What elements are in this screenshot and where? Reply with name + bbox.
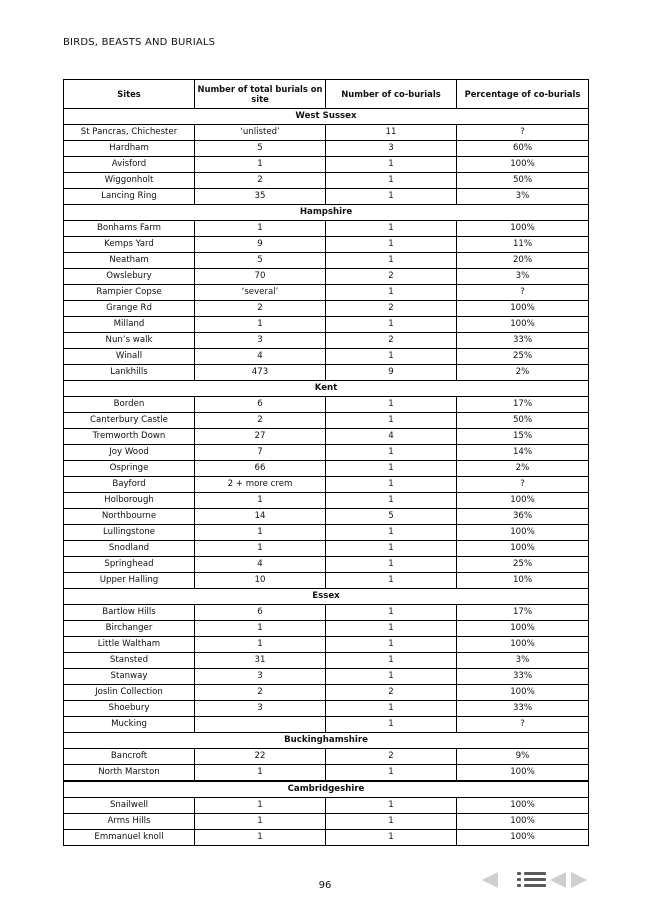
table-row bbox=[64, 333, 589, 349]
co-burials-cell: 2 bbox=[326, 333, 457, 349]
total-burials-cell: 1 bbox=[195, 317, 326, 333]
total-burials-cell: 473 bbox=[195, 365, 326, 381]
total-burials-cell: 3 bbox=[195, 701, 326, 717]
site-cell: Stanway bbox=[64, 669, 195, 685]
header-percentage: Percentage of co-burials bbox=[457, 80, 589, 109]
co-burials-cell: 1 bbox=[326, 477, 457, 493]
co-burials-cell: 5 bbox=[326, 509, 457, 525]
site-cell: Rampier Copse bbox=[64, 285, 195, 301]
total-burials-cell: 10 bbox=[195, 573, 326, 589]
site-cell: Borden bbox=[64, 397, 195, 413]
total-burials-cell: 1 bbox=[195, 637, 326, 653]
table-row bbox=[64, 685, 589, 701]
table-row bbox=[64, 669, 589, 685]
site-cell: Bonhams Farm bbox=[64, 221, 195, 237]
table-row bbox=[64, 653, 589, 669]
table-row bbox=[64, 749, 589, 765]
percentage-cell: 100% bbox=[457, 814, 589, 830]
next-page-icon[interactable] bbox=[569, 871, 589, 893]
co-burials-cell: 1 bbox=[326, 493, 457, 509]
percentage-cell: 17% bbox=[457, 605, 589, 621]
total-burials-cell: 5 bbox=[195, 253, 326, 269]
percentage-cell: 15% bbox=[457, 429, 589, 445]
percentage-cell: 2% bbox=[457, 365, 589, 381]
percentage-cell: 100% bbox=[457, 221, 589, 237]
total-burials-cell: 1 bbox=[195, 157, 326, 173]
total-burials-cell: 31 bbox=[195, 653, 326, 669]
percentage-cell: 3% bbox=[457, 269, 589, 285]
site-cell: Shoebury bbox=[64, 701, 195, 717]
total-burials-cell: 2 bbox=[195, 301, 326, 317]
region-row bbox=[64, 733, 589, 749]
site-cell: Northbourne bbox=[64, 509, 195, 525]
table-row bbox=[64, 765, 589, 782]
total-burials-cell: 2 bbox=[195, 685, 326, 701]
co-burials-cell: 4 bbox=[326, 429, 457, 445]
site-cell: Bancroft bbox=[64, 749, 195, 765]
table-row bbox=[64, 413, 589, 429]
percentage-cell: 33% bbox=[457, 669, 589, 685]
co-burials-cell: 1 bbox=[326, 798, 457, 814]
total-burials-cell: 1 bbox=[195, 525, 326, 541]
site-cell: Lankhills bbox=[64, 365, 195, 381]
site-cell: Wiggonholt bbox=[64, 173, 195, 189]
previous-page-icon[interactable] bbox=[480, 871, 500, 893]
percentage-cell: 50% bbox=[457, 413, 589, 429]
co-burials-cell: 1 bbox=[326, 157, 457, 173]
percentage-cell: 20% bbox=[457, 253, 589, 269]
site-cell: Kemps Yard bbox=[64, 237, 195, 253]
site-cell: Springhead bbox=[64, 557, 195, 573]
percentage-cell: ? bbox=[457, 477, 589, 493]
table-row bbox=[64, 157, 589, 173]
percentage-cell: ? bbox=[457, 285, 589, 301]
co-burials-cell: 2 bbox=[326, 749, 457, 765]
co-burials-cell: 1 bbox=[326, 237, 457, 253]
region-row bbox=[64, 109, 589, 125]
region-heading: Buckinghamshire bbox=[64, 733, 589, 749]
co-burials-cell: 1 bbox=[326, 189, 457, 205]
table-row bbox=[64, 349, 589, 365]
co-burials-cell: 1 bbox=[326, 445, 457, 461]
region-heading: Essex bbox=[64, 589, 589, 605]
table-row bbox=[64, 814, 589, 830]
site-cell: Tremworth Down bbox=[64, 429, 195, 445]
region-heading: Hampshire bbox=[64, 205, 589, 221]
site-cell: Winall bbox=[64, 349, 195, 365]
co-burials-cell: 1 bbox=[326, 765, 457, 782]
table-row bbox=[64, 637, 589, 653]
co-burials-cell: 1 bbox=[326, 621, 457, 637]
percentage-cell: 25% bbox=[457, 557, 589, 573]
percentage-cell: 10% bbox=[457, 573, 589, 589]
co-burials-cell: 1 bbox=[326, 669, 457, 685]
percentage-cell: 50% bbox=[457, 173, 589, 189]
percentage-cell: 100% bbox=[457, 493, 589, 509]
percentage-cell: 100% bbox=[457, 541, 589, 557]
region-row bbox=[64, 781, 589, 798]
total-burials-cell: 4 bbox=[195, 557, 326, 573]
table-row bbox=[64, 830, 589, 846]
site-cell: Owslebury bbox=[64, 269, 195, 285]
table-of-contents-icon[interactable] bbox=[517, 870, 547, 894]
header-sites: Sites bbox=[64, 80, 195, 109]
table-row bbox=[64, 493, 589, 509]
percentage-cell: 36% bbox=[457, 509, 589, 525]
page-number: 96 bbox=[318, 880, 332, 891]
table-row bbox=[64, 141, 589, 157]
total-burials-cell: 2 bbox=[195, 413, 326, 429]
table-row bbox=[64, 301, 589, 317]
header-co-burials: Number of co-burials bbox=[326, 80, 457, 109]
co-burials-cell: 1 bbox=[326, 830, 457, 846]
co-burials-cell: 1 bbox=[326, 573, 457, 589]
site-cell: Lancing Ring bbox=[64, 189, 195, 205]
percentage-cell: 100% bbox=[457, 301, 589, 317]
co-burials-cell: 1 bbox=[326, 653, 457, 669]
table-row bbox=[64, 269, 589, 285]
co-burials-cell: 1 bbox=[326, 701, 457, 717]
total-burials-cell: 22 bbox=[195, 749, 326, 765]
total-burials-cell: 66 bbox=[195, 461, 326, 477]
table-row bbox=[64, 525, 589, 541]
co-burials-cell: 1 bbox=[326, 317, 457, 333]
table-row bbox=[64, 461, 589, 477]
site-cell: Neatham bbox=[64, 253, 195, 269]
site-cell: Little Waltham bbox=[64, 637, 195, 653]
total-burials-cell: 3 bbox=[195, 333, 326, 349]
site-cell: Hardham bbox=[64, 141, 195, 157]
co-burials-cell: 1 bbox=[326, 253, 457, 269]
co-burials-table-container bbox=[63, 79, 588, 846]
co-burials-cell: 3 bbox=[326, 141, 457, 157]
total-burials-cell bbox=[195, 717, 326, 733]
total-burials-cell: 2 + more crem bbox=[195, 477, 326, 493]
co-burials-cell: 9 bbox=[326, 365, 457, 381]
region-heading: Cambridgeshire bbox=[64, 781, 589, 798]
table-row bbox=[64, 621, 589, 637]
site-cell: Canterbury Castle bbox=[64, 413, 195, 429]
total-burials-cell: 70 bbox=[195, 269, 326, 285]
site-cell: Emmanuel knoll bbox=[64, 830, 195, 846]
total-burials-cell: 6 bbox=[195, 397, 326, 413]
co-burials-cell: 1 bbox=[326, 717, 457, 733]
co-burials-cell: 2 bbox=[326, 685, 457, 701]
table-row bbox=[64, 717, 589, 733]
percentage-cell: 14% bbox=[457, 445, 589, 461]
total-burials-cell: 4 bbox=[195, 349, 326, 365]
table-row bbox=[64, 701, 589, 717]
table-row bbox=[64, 541, 589, 557]
site-cell: Joslin Collection bbox=[64, 685, 195, 701]
total-burials-cell: 7 bbox=[195, 445, 326, 461]
site-cell: St Pancras, Chichester bbox=[64, 125, 195, 141]
region-row bbox=[64, 205, 589, 221]
site-cell: Birchanger bbox=[64, 621, 195, 637]
region-heading: West Sussex bbox=[64, 109, 589, 125]
table-body bbox=[64, 109, 589, 846]
co-burials-cell: 1 bbox=[326, 173, 457, 189]
site-cell: Upper Halling bbox=[64, 573, 195, 589]
total-burials-cell: 14 bbox=[195, 509, 326, 525]
table-row bbox=[64, 173, 589, 189]
site-cell: Avisford bbox=[64, 157, 195, 173]
co-burials-cell: 2 bbox=[326, 301, 457, 317]
site-cell: Joy Wood bbox=[64, 445, 195, 461]
percentage-cell: 3% bbox=[457, 653, 589, 669]
co-burials-cell: 1 bbox=[326, 349, 457, 365]
co-burials-cell: 1 bbox=[326, 221, 457, 237]
site-cell: Snailwell bbox=[64, 798, 195, 814]
total-burials-cell: 1 bbox=[195, 541, 326, 557]
running-head-text: BIRDS, BEASTS AND BURIALS bbox=[63, 37, 216, 48]
total-burials-cell: 1 bbox=[195, 798, 326, 814]
percentage-cell: 3% bbox=[457, 189, 589, 205]
region-heading: Kent bbox=[64, 381, 589, 397]
table-row bbox=[64, 189, 589, 205]
percentage-cell: ? bbox=[457, 717, 589, 733]
percentage-cell: 100% bbox=[457, 621, 589, 637]
total-burials-cell: 35 bbox=[195, 189, 326, 205]
total-burials-cell: 1 bbox=[195, 765, 326, 782]
total-burials-cell: 1 bbox=[195, 621, 326, 637]
percentage-cell: 60% bbox=[457, 141, 589, 157]
site-cell: Milland bbox=[64, 317, 195, 333]
co-burials-cell: 2 bbox=[326, 269, 457, 285]
table-row bbox=[64, 397, 589, 413]
percentage-cell: 100% bbox=[457, 525, 589, 541]
site-cell: Arms Hills bbox=[64, 814, 195, 830]
total-burials-cell: 6 bbox=[195, 605, 326, 621]
site-cell: Grange Rd bbox=[64, 301, 195, 317]
table-row bbox=[64, 605, 589, 621]
table-row bbox=[64, 557, 589, 573]
percentage-cell: ? bbox=[457, 125, 589, 141]
total-burials-cell: ‘unlisted’ bbox=[195, 125, 326, 141]
site-cell: Ospringe bbox=[64, 461, 195, 477]
table-row bbox=[64, 221, 589, 237]
table-row bbox=[64, 365, 589, 381]
table-row bbox=[64, 317, 589, 333]
site-cell: Mucking bbox=[64, 717, 195, 733]
total-burials-cell: 1 bbox=[195, 830, 326, 846]
co-burials-cell: 1 bbox=[326, 413, 457, 429]
percentage-cell: 11% bbox=[457, 237, 589, 253]
table-row bbox=[64, 477, 589, 493]
co-burials-cell: 1 bbox=[326, 605, 457, 621]
total-burials-cell: 3 bbox=[195, 669, 326, 685]
co-burials-cell: 1 bbox=[326, 397, 457, 413]
table-row bbox=[64, 509, 589, 525]
back-icon[interactable] bbox=[548, 871, 568, 893]
co-burials-cell: 1 bbox=[326, 557, 457, 573]
percentage-cell: 100% bbox=[457, 830, 589, 846]
percentage-cell: 9% bbox=[457, 749, 589, 765]
percentage-cell: 100% bbox=[457, 765, 589, 782]
total-burials-cell: 9 bbox=[195, 237, 326, 253]
total-burials-cell: 2 bbox=[195, 173, 326, 189]
total-burials-cell: 1 bbox=[195, 221, 326, 237]
table-row bbox=[64, 429, 589, 445]
site-cell: Bartlow Hills bbox=[64, 605, 195, 621]
table-row bbox=[64, 445, 589, 461]
site-cell: Lullingstone bbox=[64, 525, 195, 541]
percentage-cell: 2% bbox=[457, 461, 589, 477]
total-burials-cell: 1 bbox=[195, 493, 326, 509]
percentage-cell: 100% bbox=[457, 317, 589, 333]
co-burials-table bbox=[63, 79, 589, 846]
percentage-cell: 33% bbox=[457, 701, 589, 717]
percentage-cell: 33% bbox=[457, 333, 589, 349]
total-burials-cell: 5 bbox=[195, 141, 326, 157]
running-head bbox=[63, 37, 215, 48]
site-cell: Stansted bbox=[64, 653, 195, 669]
co-burials-cell: 11 bbox=[326, 125, 457, 141]
table-header-row bbox=[64, 80, 589, 109]
table-row bbox=[64, 125, 589, 141]
site-cell: Snodland bbox=[64, 541, 195, 557]
co-burials-cell: 1 bbox=[326, 814, 457, 830]
table-row bbox=[64, 573, 589, 589]
co-burials-cell: 1 bbox=[326, 285, 457, 301]
percentage-cell: 100% bbox=[457, 637, 589, 653]
percentage-cell: 100% bbox=[457, 798, 589, 814]
table-row bbox=[64, 253, 589, 269]
percentage-cell: 17% bbox=[457, 397, 589, 413]
site-cell: Holborough bbox=[64, 493, 195, 509]
region-row bbox=[64, 381, 589, 397]
table-row bbox=[64, 237, 589, 253]
total-burials-cell: ‘several’ bbox=[195, 285, 326, 301]
site-cell: Bayford bbox=[64, 477, 195, 493]
table-row bbox=[64, 285, 589, 301]
total-burials-cell: 1 bbox=[195, 814, 326, 830]
header-total-burials: Number of total burials on site bbox=[195, 80, 326, 109]
co-burials-cell: 1 bbox=[326, 461, 457, 477]
page-navigation bbox=[480, 871, 590, 891]
region-row bbox=[64, 589, 589, 605]
table-row bbox=[64, 798, 589, 814]
co-burials-cell: 1 bbox=[326, 637, 457, 653]
percentage-cell: 100% bbox=[457, 685, 589, 701]
total-burials-cell: 27 bbox=[195, 429, 326, 445]
co-burials-cell: 1 bbox=[326, 541, 457, 557]
percentage-cell: 25% bbox=[457, 349, 589, 365]
site-cell: North Marston bbox=[64, 765, 195, 782]
percentage-cell: 100% bbox=[457, 157, 589, 173]
co-burials-cell: 1 bbox=[326, 525, 457, 541]
site-cell: Nun’s walk bbox=[64, 333, 195, 349]
